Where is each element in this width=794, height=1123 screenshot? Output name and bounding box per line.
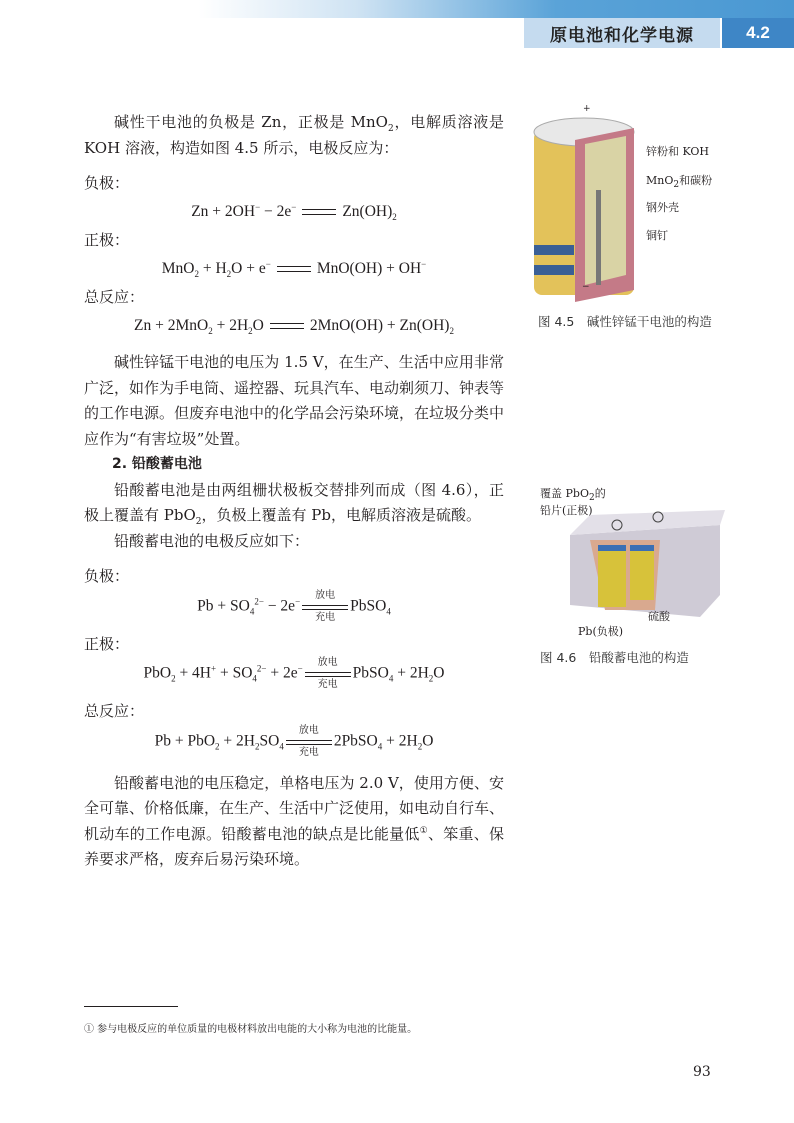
- text: Pb + SO: [197, 597, 250, 615]
- figure-caption: 图 4.6 铅酸蓄电池的构造: [540, 650, 689, 665]
- text: + 2H: [212, 316, 249, 334]
- text: 碱性干电池的负极是 Zn，正极是 MnO: [114, 113, 388, 131]
- superscript: −: [291, 201, 297, 212]
- discharge-label: 放电: [317, 657, 338, 668]
- text: + SO: [216, 664, 253, 682]
- paragraph: [84, 529, 504, 555]
- footnote: ① 参与电极反应的单位质量的电极材料放出电能的大小称为电池的比能量。: [84, 1024, 418, 1035]
- subscript: 2: [248, 325, 253, 336]
- arrow-forward: [286, 740, 332, 741]
- text: 2MnO(OH) + Zn(OH): [309, 316, 450, 334]
- equation: [84, 256, 504, 282]
- superscript: 2−: [254, 595, 264, 606]
- reversible-arrow: [303, 659, 353, 689]
- label-total: 总反应：: [84, 288, 145, 306]
- label-positive: 正极：: [84, 634, 130, 653]
- label-negative-electrode: Pb(负极): [578, 625, 624, 638]
- label-sulfuric-acid: 硫酸: [648, 610, 670, 623]
- text: ，电解质溶液是 KOH 溶液，构造如图 4.5 所示，电极反应为：: [84, 113, 504, 157]
- plus-sign: +: [583, 104, 591, 114]
- equation: [84, 313, 504, 339]
- text: O: [422, 732, 434, 750]
- equals-sign: [302, 209, 336, 215]
- main-text: [84, 110, 504, 873]
- text: ，负极上覆盖有 Pb，电解质溶液是硫酸。: [201, 506, 481, 524]
- superscript: +: [211, 663, 217, 674]
- paragraph: [84, 350, 504, 452]
- charge-label: 充电: [317, 679, 338, 690]
- text: 2PbSO: [333, 732, 378, 750]
- label-steel-shell: 钢外壳: [646, 201, 679, 214]
- charge-label: 充电: [298, 746, 319, 758]
- text: 铅酸蓄电池是由两组栅状极板交替排列而成（图 4.6），正极上覆盖有 PbO: [84, 480, 504, 524]
- superscript: −: [295, 595, 301, 606]
- label-positive-electrode: 铅片(正极): [540, 504, 593, 517]
- arrow-backward: [305, 676, 351, 677]
- superscript: −: [255, 201, 261, 212]
- discharge-label: 放电: [298, 724, 319, 736]
- subscript: 4: [279, 741, 284, 752]
- text: 和碳粉: [679, 174, 713, 187]
- text: MnO(OH) + OH: [316, 259, 422, 277]
- subscript: 2: [226, 268, 232, 279]
- subscript: 2: [387, 124, 394, 134]
- text: SO: [259, 732, 280, 750]
- subscript: 2: [428, 673, 434, 684]
- text: + 4H: [175, 664, 211, 682]
- lead-acid-illustration: [560, 505, 730, 620]
- text: − 2e: [260, 202, 292, 220]
- footnote-divider: [84, 1006, 178, 1007]
- arrow-backward: [286, 744, 332, 745]
- equals-sign: [277, 266, 311, 272]
- paragraph: [84, 110, 504, 161]
- label-total: 总反应：: [84, 702, 145, 720]
- arrow-forward: [305, 672, 351, 673]
- subscript: 2: [208, 325, 213, 336]
- text: + 2e: [266, 664, 298, 682]
- label-copper-nail: 铜钉: [646, 229, 668, 242]
- minus-sign: −: [582, 282, 590, 292]
- text: MnO: [161, 259, 195, 277]
- text: 覆盖 PbO: [540, 487, 589, 500]
- text: O: [433, 664, 445, 682]
- equation: [84, 724, 504, 758]
- arrow-forward: [302, 605, 348, 606]
- text: MnO: [646, 174, 674, 187]
- page-number: 93: [693, 1064, 711, 1080]
- label-mno2-carbon: [646, 172, 713, 191]
- text: 的: [594, 487, 606, 500]
- superscript: 2−: [256, 663, 267, 674]
- subscript: 2: [588, 493, 595, 504]
- subscript: 2: [417, 741, 423, 752]
- subscript: 2: [171, 673, 176, 684]
- text: 碱性锌锰干电池的电压为 1.5 V，在生产、生活中应用非常广泛，如作为手电筒、遥控器、玩具汽车、电动剃须刀、钟表等的工作电源。但废弃电池中的化学品会污染环境，在垃圾分类中应作为“有害垃圾”处置。: [84, 353, 505, 448]
- text: − 2e: [263, 597, 296, 615]
- subheading: 2. 铅酸蓄电池: [112, 456, 202, 472]
- text: PbSO: [350, 597, 387, 615]
- figure-caption: 图 4.5 碱性锌锰干电池的构造: [538, 314, 712, 329]
- section-number: 4.2: [722, 18, 794, 48]
- reversible-arrow: [284, 724, 334, 758]
- text: Pb + PbO: [154, 732, 216, 750]
- text: Zn + 2OH: [191, 202, 256, 220]
- equals-sign: [270, 323, 304, 329]
- text: + 2H: [382, 732, 418, 750]
- text: Zn + 2MnO: [134, 316, 209, 334]
- subscript: 4: [388, 673, 394, 684]
- battery-illustration: [530, 110, 640, 310]
- label-negative: 负极：: [84, 567, 130, 585]
- superscript: −: [297, 663, 303, 674]
- text: 铅酸蓄电池的电压稳定，单格电压为 2.0 V，使用方便、安全可靠、价格低廉，在生产、生活中广泛使用，如电动自行车、机动车的工作电源。铅酸蓄电池的缺点是比能量低: [84, 773, 505, 843]
- superscript: ①: [419, 825, 428, 836]
- paragraph: [84, 478, 504, 529]
- charge-label: 充电: [315, 611, 336, 623]
- superscript: −: [265, 258, 271, 269]
- subscript: 4: [252, 673, 257, 684]
- superscript: −: [421, 258, 427, 269]
- text: O + e: [231, 259, 266, 277]
- label-pbo2-plate: [540, 485, 606, 504]
- equation: [84, 659, 504, 689]
- subscript: 2: [254, 741, 260, 752]
- label-zinc-koh: 锌粉和 KOH: [646, 145, 710, 158]
- text: + 2H: [393, 664, 429, 682]
- equation: [84, 199, 504, 225]
- subscript: 2: [215, 741, 220, 752]
- subscript: 4: [377, 741, 383, 752]
- text: O: [252, 316, 264, 334]
- subscript: 2: [194, 268, 199, 279]
- equation: [84, 589, 504, 623]
- text: PbO: [143, 664, 172, 682]
- paragraph: [84, 771, 504, 873]
- subscript: 4: [249, 606, 255, 617]
- discharge-label: 放电: [315, 589, 336, 601]
- text: Zn(OH): [342, 202, 393, 220]
- arrow-backward: [302, 609, 348, 610]
- subscript: 2: [392, 211, 397, 222]
- subscript: 4: [386, 606, 391, 617]
- label-negative: 负极：: [84, 174, 130, 192]
- label-positive: 正极：: [84, 231, 130, 249]
- text: 铅酸蓄电池的电极反应如下：: [114, 531, 310, 550]
- text: + H: [198, 259, 227, 277]
- text: + 2H: [219, 732, 255, 750]
- text: PbSO: [352, 664, 389, 682]
- subscript: 2: [449, 325, 454, 336]
- header-strip: [0, 0, 794, 18]
- text: 、笨重、保养要求严格，废弃后易污染环境。: [84, 824, 504, 868]
- chapter-title: 原电池和化学电源: [524, 18, 720, 48]
- subscript: 2: [673, 180, 680, 191]
- reversible-arrow: [300, 589, 350, 623]
- subscript: 2: [195, 517, 202, 527]
